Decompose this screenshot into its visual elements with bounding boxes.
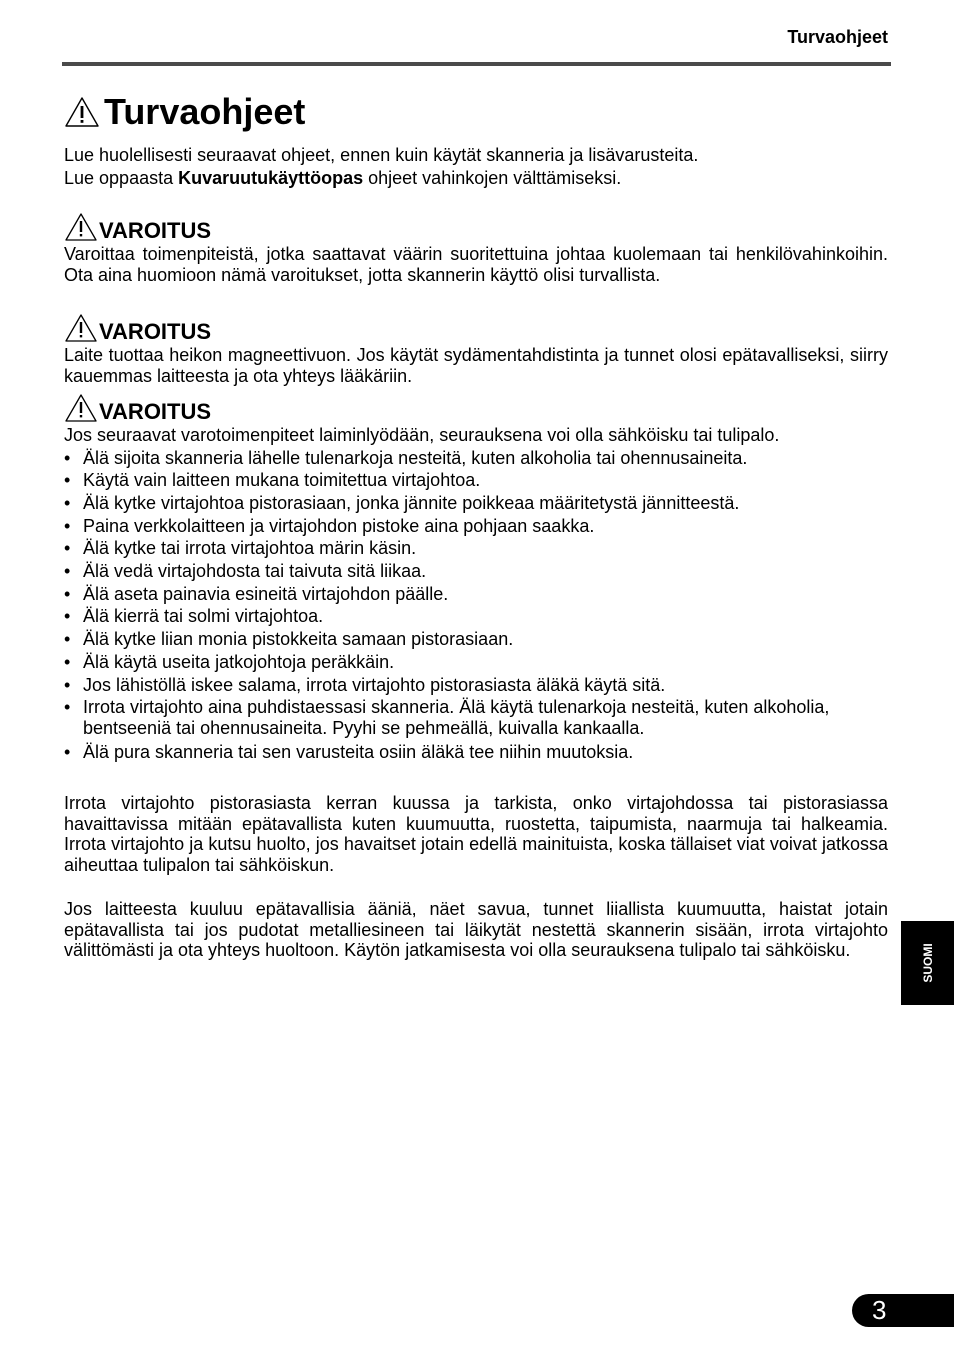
list-item: • Käytä vain laitteen mukana toimitettua virtajohtoa. [64,469,888,492]
list-item: • Älä kytke virtajohtoa pistorasiaan, jonka jännite poikkeaa määritetystä jännitteestä. [64,492,888,515]
list-item: • Älä vedä virtajohdosta tai taivuta sitä liikaa. [64,560,888,583]
warning-heading [64,313,888,345]
list-item: • Irrota virtajohto aina puhdistaessasi skanneria. Älä käytä tulenarkoja nesteitä, kuten alkoholia, bentseeniä tai ohennusaineita. Pyyhi se pehmeällä, kuivalla kankaalla. [64,697,888,739]
running-header: Turvaohjeet [787,27,888,47]
list-item: • Jos lähistöllä iskee salama, irrota virtajohto pistorasiasta äläkä käytä sitä. [64,674,888,697]
language-tab-label: SUOMI [920,943,935,983]
manual-name: Kuvaruutukäyttöopas [178,168,364,188]
page-number-tab [852,1294,954,1327]
warning-text: Laite tuottaa heikon magneettivuon. Jos käytät sydämentahdistinta ja tunnet olosi epätavalliseksi, siirry kauemmas laitteesta ja ota yhteys lääkäriin. [64,345,888,386]
warning-heading [64,393,888,425]
warning-heading [64,212,888,244]
page-title-text: Turvaohjeet [104,91,306,132]
list-item: • Älä käytä useita jatkojohtoja peräkkäin. [64,651,888,674]
intro-line-2 [64,167,888,190]
page-number: 3 [872,1295,887,1325]
warning-text: Jos seuraavat varotoimenpiteet laiminlyödään, seurauksena voi olla sähköisku tai tulipalo. [64,425,780,445]
warning-triangle-icon [64,313,98,343]
language-tab [901,921,954,1005]
list-item: • Älä kytke liian monia pistokkeita samaan pistorasiaan. [64,628,888,651]
warning-heading-text: VAROITUS [99,218,212,243]
precaution-list [64,447,888,764]
warning-triangle-icon [64,212,98,242]
intro-line-1: Lue huolellisesti seuraavat ohjeet, ennen kuin käytät skanneria ja lisävarusteita. [64,145,699,165]
list-item: • Älä kytke tai irrota virtajohtoa märin käsin. [64,537,888,560]
inspection-paragraph: Irrota virtajohto pistorasiasta kerran kuussa ja tarkista, onko virtajohdossa tai pistorasiassa havaittavissa mitään epätavallista kuten kuumuutta, ruostetta, taipumista, naarmuja tai halkeamia. Irrota virtajohto ja kutsu huolto, jos havaitset jotain edellä mainituista, koska tällaiset viat voivat jatkossa aiheuttaa tulipalon tai sähköiskun. [64,793,888,875]
list-item: • Paina verkkolaitteen ja virtajohdon pistoke aina pohjaan saakka. [64,515,888,538]
warning-triangle-icon [64,393,98,423]
page-title [64,90,305,134]
intro [64,144,888,190]
warning-section-2 [64,313,888,386]
warning-triangle-icon [64,96,100,128]
list-item: • Älä aseta painavia esineitä virtajohdon päälle. [64,583,888,606]
warning-text: Varoittaa toimenpiteistä, jotka saattavat väärin suoritettuina johtaa kuolemaan tai henkilövahinkoihin. Ota aina huomioon nämä varoitukset, jotta skannerin käyttö olisi turvallista. [64,244,888,285]
intro-line-2-suffix: ohjeet vahinkojen välttämiseksi. [363,168,622,188]
list-item: • Älä sijoita skanneria lähelle tulenarkoja nesteitä, kuten alkoholia tai ohennusaineita. [64,447,888,470]
warning-section-3 [64,393,888,764]
warning-heading-text: VAROITUS [99,319,212,344]
list-item: • Älä kierrä tai solmi virtajohtoa. [64,605,888,628]
header-rule [62,62,891,66]
warning-section-1 [64,212,888,285]
warning-heading-text: VAROITUS [99,399,212,424]
malfunction-paragraph: Jos laitteesta kuuluu epätavallisia ääniä, näet savua, tunnet liiallista kuumuutta, haistat jotain epätavallista tai jos pudotat metalliesineen tai läikytät nestettä skannerin sisään, irrota virtajohto välittömästi ja ota yhteys huoltoon. Käytön jatkamisesta voi olla seurauksena tulipalo tai sähköisku. [64,899,888,960]
list-item: • Älä pura skanneria tai sen varusteita osiin äläkä tee niihin muutoksia. [64,741,888,764]
intro-line-2-prefix: Lue oppaasta [64,168,179,188]
